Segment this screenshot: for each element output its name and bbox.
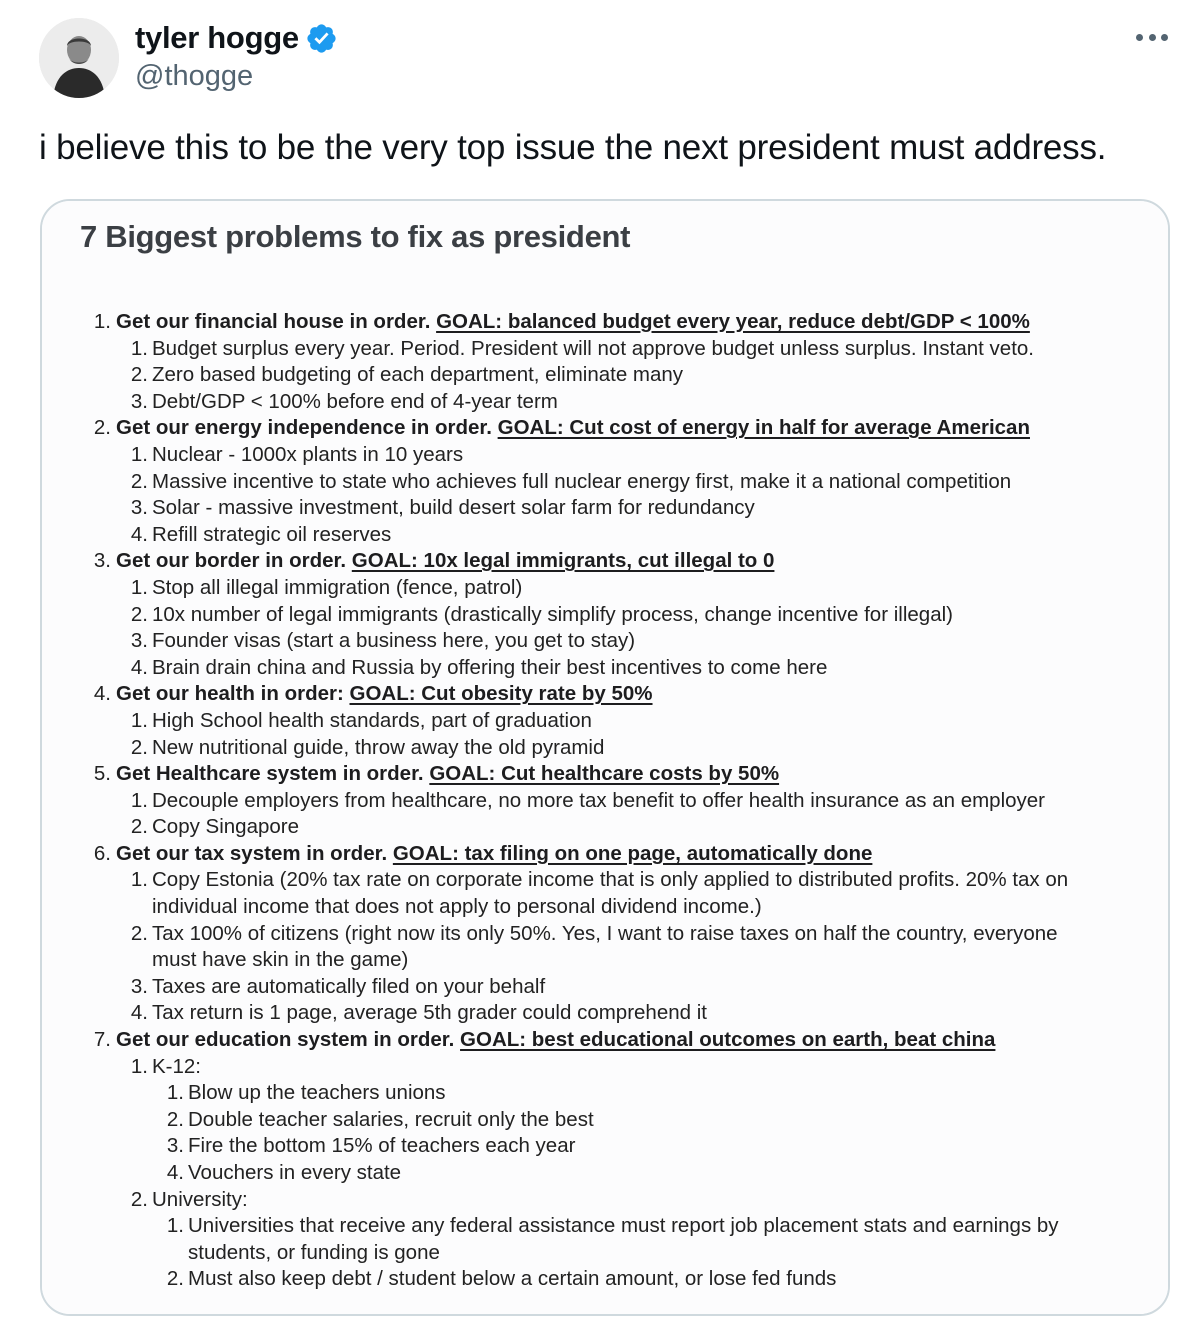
list-number: 5. <box>93 762 111 786</box>
list-text: Universities that receive any federal assistance must report job placement stats and earnings by <box>188 1214 1059 1238</box>
list-number: 2. <box>130 469 148 493</box>
problem-item <box>42 761 1168 788</box>
problem-heading: Get Healthcare system in order. <box>116 762 424 786</box>
person-avatar-icon <box>39 18 119 98</box>
problem-list <box>42 309 1168 1293</box>
list-text: Decouple employers from healthcare, no more tax benefit to offer health insurance as an employer <box>152 788 1046 812</box>
list-number: 3. <box>130 974 148 998</box>
list-text: Massive incentive to state who achieves full nuclear energy first, make it a national competition <box>152 469 1012 493</box>
sub-item <box>42 495 1168 522</box>
sub-item <box>42 735 1168 762</box>
sub-item <box>42 628 1168 655</box>
list-text: Nuclear - 1000x plants in 10 years <box>152 442 464 466</box>
list-number: 1. <box>130 336 148 360</box>
list-number: 2. <box>166 1107 184 1131</box>
list-number: 2. <box>130 602 148 626</box>
list-text: individual income that does not apply to personal dividend income.) <box>152 895 762 919</box>
list-text: Stop all illegal immigration (fence, patrol) <box>152 575 523 599</box>
list-number: 2. <box>130 735 148 759</box>
problem-line <box>116 309 1030 336</box>
list-item-continuation <box>42 947 1168 974</box>
problem-goal: GOAL: best educational outcomes on earth, beat china <box>460 1028 996 1052</box>
sub-item <box>42 708 1168 735</box>
list-text: 10x number of legal immigrants (drastically simplify process, change incentive for illegal) <box>152 602 953 626</box>
list-text: Copy Singapore <box>152 815 300 839</box>
list-number: 1. <box>166 1214 184 1238</box>
list-number: 1. <box>130 575 148 599</box>
list-number: 3. <box>130 629 148 653</box>
list-number: 4. <box>130 655 148 679</box>
handle[interactable]: @thogge <box>135 60 254 92</box>
list-number: 6. <box>93 841 111 865</box>
problem-goal: GOAL: tax filing on one page, automatically done <box>392 841 873 865</box>
problem-goal: GOAL: Cut obesity rate by 50% <box>349 682 653 706</box>
verified-badge-icon[interactable] <box>305 22 338 55</box>
list-number: 4. <box>93 682 111 706</box>
list-text: Founder visas (start a business here, you get to stay) <box>152 629 636 653</box>
problem-line <box>116 841 872 868</box>
list-text: K-12: <box>152 1054 201 1078</box>
list-number: 1. <box>130 708 148 732</box>
problem-heading: Get our border in order. <box>116 549 347 573</box>
list-text: Vouchers in every state <box>188 1161 402 1184</box>
list-number: 1. <box>130 788 148 812</box>
list-number: 1. <box>93 310 111 333</box>
list-item-continuation <box>42 1240 1168 1267</box>
problem-heading: Get our tax system in order. <box>116 841 388 865</box>
problem-item <box>42 309 1168 336</box>
problem-item <box>42 415 1168 442</box>
list-number: 3. <box>166 1134 184 1158</box>
list-text: University: <box>152 1187 248 1211</box>
problem-heading: Get our health in order: <box>116 682 344 706</box>
list-number: 4. <box>130 522 148 546</box>
sub-item <box>42 1054 1168 1081</box>
sub-item <box>42 442 1168 469</box>
display-name[interactable]: tyler hogge <box>135 20 299 55</box>
sub-sub-item <box>42 1266 1168 1293</box>
sub-item <box>42 336 1168 363</box>
problem-goal: GOAL: Cut healthcare costs by 50% <box>429 762 780 786</box>
list-text: Double teacher salaries, recruit only the best <box>188 1107 594 1131</box>
sub-item <box>42 389 1168 416</box>
list-number: 2. <box>166 1267 184 1291</box>
problem-line <box>116 415 1030 442</box>
sub-item <box>42 469 1168 496</box>
list-number: 3. <box>130 496 148 520</box>
problem-line <box>116 761 779 788</box>
problem-item <box>42 681 1168 708</box>
problem-goal: GOAL: balanced budget every year, reduce debt/GDP < 100% <box>436 310 1030 333</box>
sub-item <box>42 362 1168 389</box>
list-number: 2. <box>130 1187 148 1211</box>
sub-item <box>42 655 1168 682</box>
sub-item <box>42 1187 1168 1214</box>
avatar[interactable] <box>39 18 119 98</box>
document-title: 7 Biggest problems to fix as president <box>80 219 631 254</box>
list-text: Debt/GDP < 100% before end of 4-year term <box>152 389 558 413</box>
list-item-continuation <box>42 894 1168 921</box>
list-text: Must also keep debt / student below a certain amount, or lose fed funds <box>188 1267 837 1291</box>
list-text: Tax return is 1 page, average 5th grader could comprehend it <box>152 1001 707 1025</box>
problem-goal: GOAL: 10x legal immigrants, cut illegal to 0 <box>351 549 775 573</box>
list-number: 2. <box>130 921 148 945</box>
problem-goal: GOAL: Cut cost of energy in half for average American <box>497 416 1030 440</box>
list-text: Solar - massive investment, build desert solar farm for redundancy <box>152 496 755 520</box>
sub-item <box>42 575 1168 602</box>
list-text: Budget surplus every year. Period. President will not approve budget unless surplus. Instant veto. <box>152 336 1035 360</box>
problem-item <box>42 1027 1168 1054</box>
list-text: Taxes are automatically filed on your behalf <box>152 974 546 998</box>
list-text: must have skin in the game) <box>152 948 409 972</box>
sub-item <box>42 522 1168 549</box>
list-number: 4. <box>166 1161 184 1184</box>
more-options-icon[interactable] <box>1136 32 1168 42</box>
list-text: Fire the bottom 15% of teachers each year <box>188 1134 576 1158</box>
sub-item <box>42 814 1168 841</box>
problem-heading: Get our financial house in order. <box>116 310 431 333</box>
sub-sub-item <box>42 1160 1168 1187</box>
list-text: Brain drain china and Russia by offering their best incentives to come here <box>152 655 828 679</box>
sub-item <box>42 602 1168 629</box>
list-number: 2. <box>93 416 111 440</box>
list-text: Blow up the teachers unions <box>188 1081 446 1105</box>
list-text: Zero based budgeting of each department, eliminate many <box>152 363 684 387</box>
list-text: High School health standards, part of graduation <box>152 708 592 732</box>
list-text: students, or funding is gone <box>188 1240 440 1264</box>
sub-item <box>42 974 1168 1001</box>
list-number: 3. <box>130 389 148 413</box>
list-number: 3. <box>93 549 111 573</box>
sub-sub-item <box>42 1213 1168 1240</box>
problem-item <box>42 841 1168 868</box>
document-screenshot <box>42 201 1168 1314</box>
list-number: 1. <box>130 442 148 466</box>
list-number: 1. <box>166 1081 184 1105</box>
tweet-text: i believe this to be the very top issue the next president must address. <box>39 128 1107 167</box>
list-text: Tax 100% of citizens (right now its only 50%. Yes, I want to raise taxes on half the country, everyone <box>152 921 1058 945</box>
list-number: 4. <box>130 1001 148 1025</box>
problem-item <box>42 548 1168 575</box>
problem-heading: Get our energy independence in order. <box>116 416 492 440</box>
attached-image[interactable] <box>40 199 1170 1316</box>
list-number: 7. <box>93 1028 111 1052</box>
author-info <box>135 18 338 93</box>
problem-line <box>116 548 774 575</box>
list-number: 1. <box>130 868 148 892</box>
problem-heading: Get our education system in order. <box>116 1028 455 1052</box>
sub-sub-item <box>42 1080 1168 1107</box>
sub-item <box>42 921 1168 948</box>
sub-item <box>42 867 1168 894</box>
problem-line <box>116 1027 995 1054</box>
problem-line <box>116 681 653 708</box>
list-text: New nutritional guide, throw away the old pyramid <box>152 735 605 759</box>
list-number: 1. <box>130 1054 148 1078</box>
list-text: Copy Estonia (20% tax rate on corporate income that is only applied to distributed profits. 20% tax on <box>152 868 1069 892</box>
sub-item <box>42 1000 1168 1027</box>
sub-sub-item <box>42 1133 1168 1160</box>
sub-sub-item <box>42 1107 1168 1134</box>
list-number: 2. <box>130 363 148 387</box>
sub-item <box>42 788 1168 815</box>
list-text: Refill strategic oil reserves <box>152 522 392 546</box>
list-number: 2. <box>130 815 148 839</box>
